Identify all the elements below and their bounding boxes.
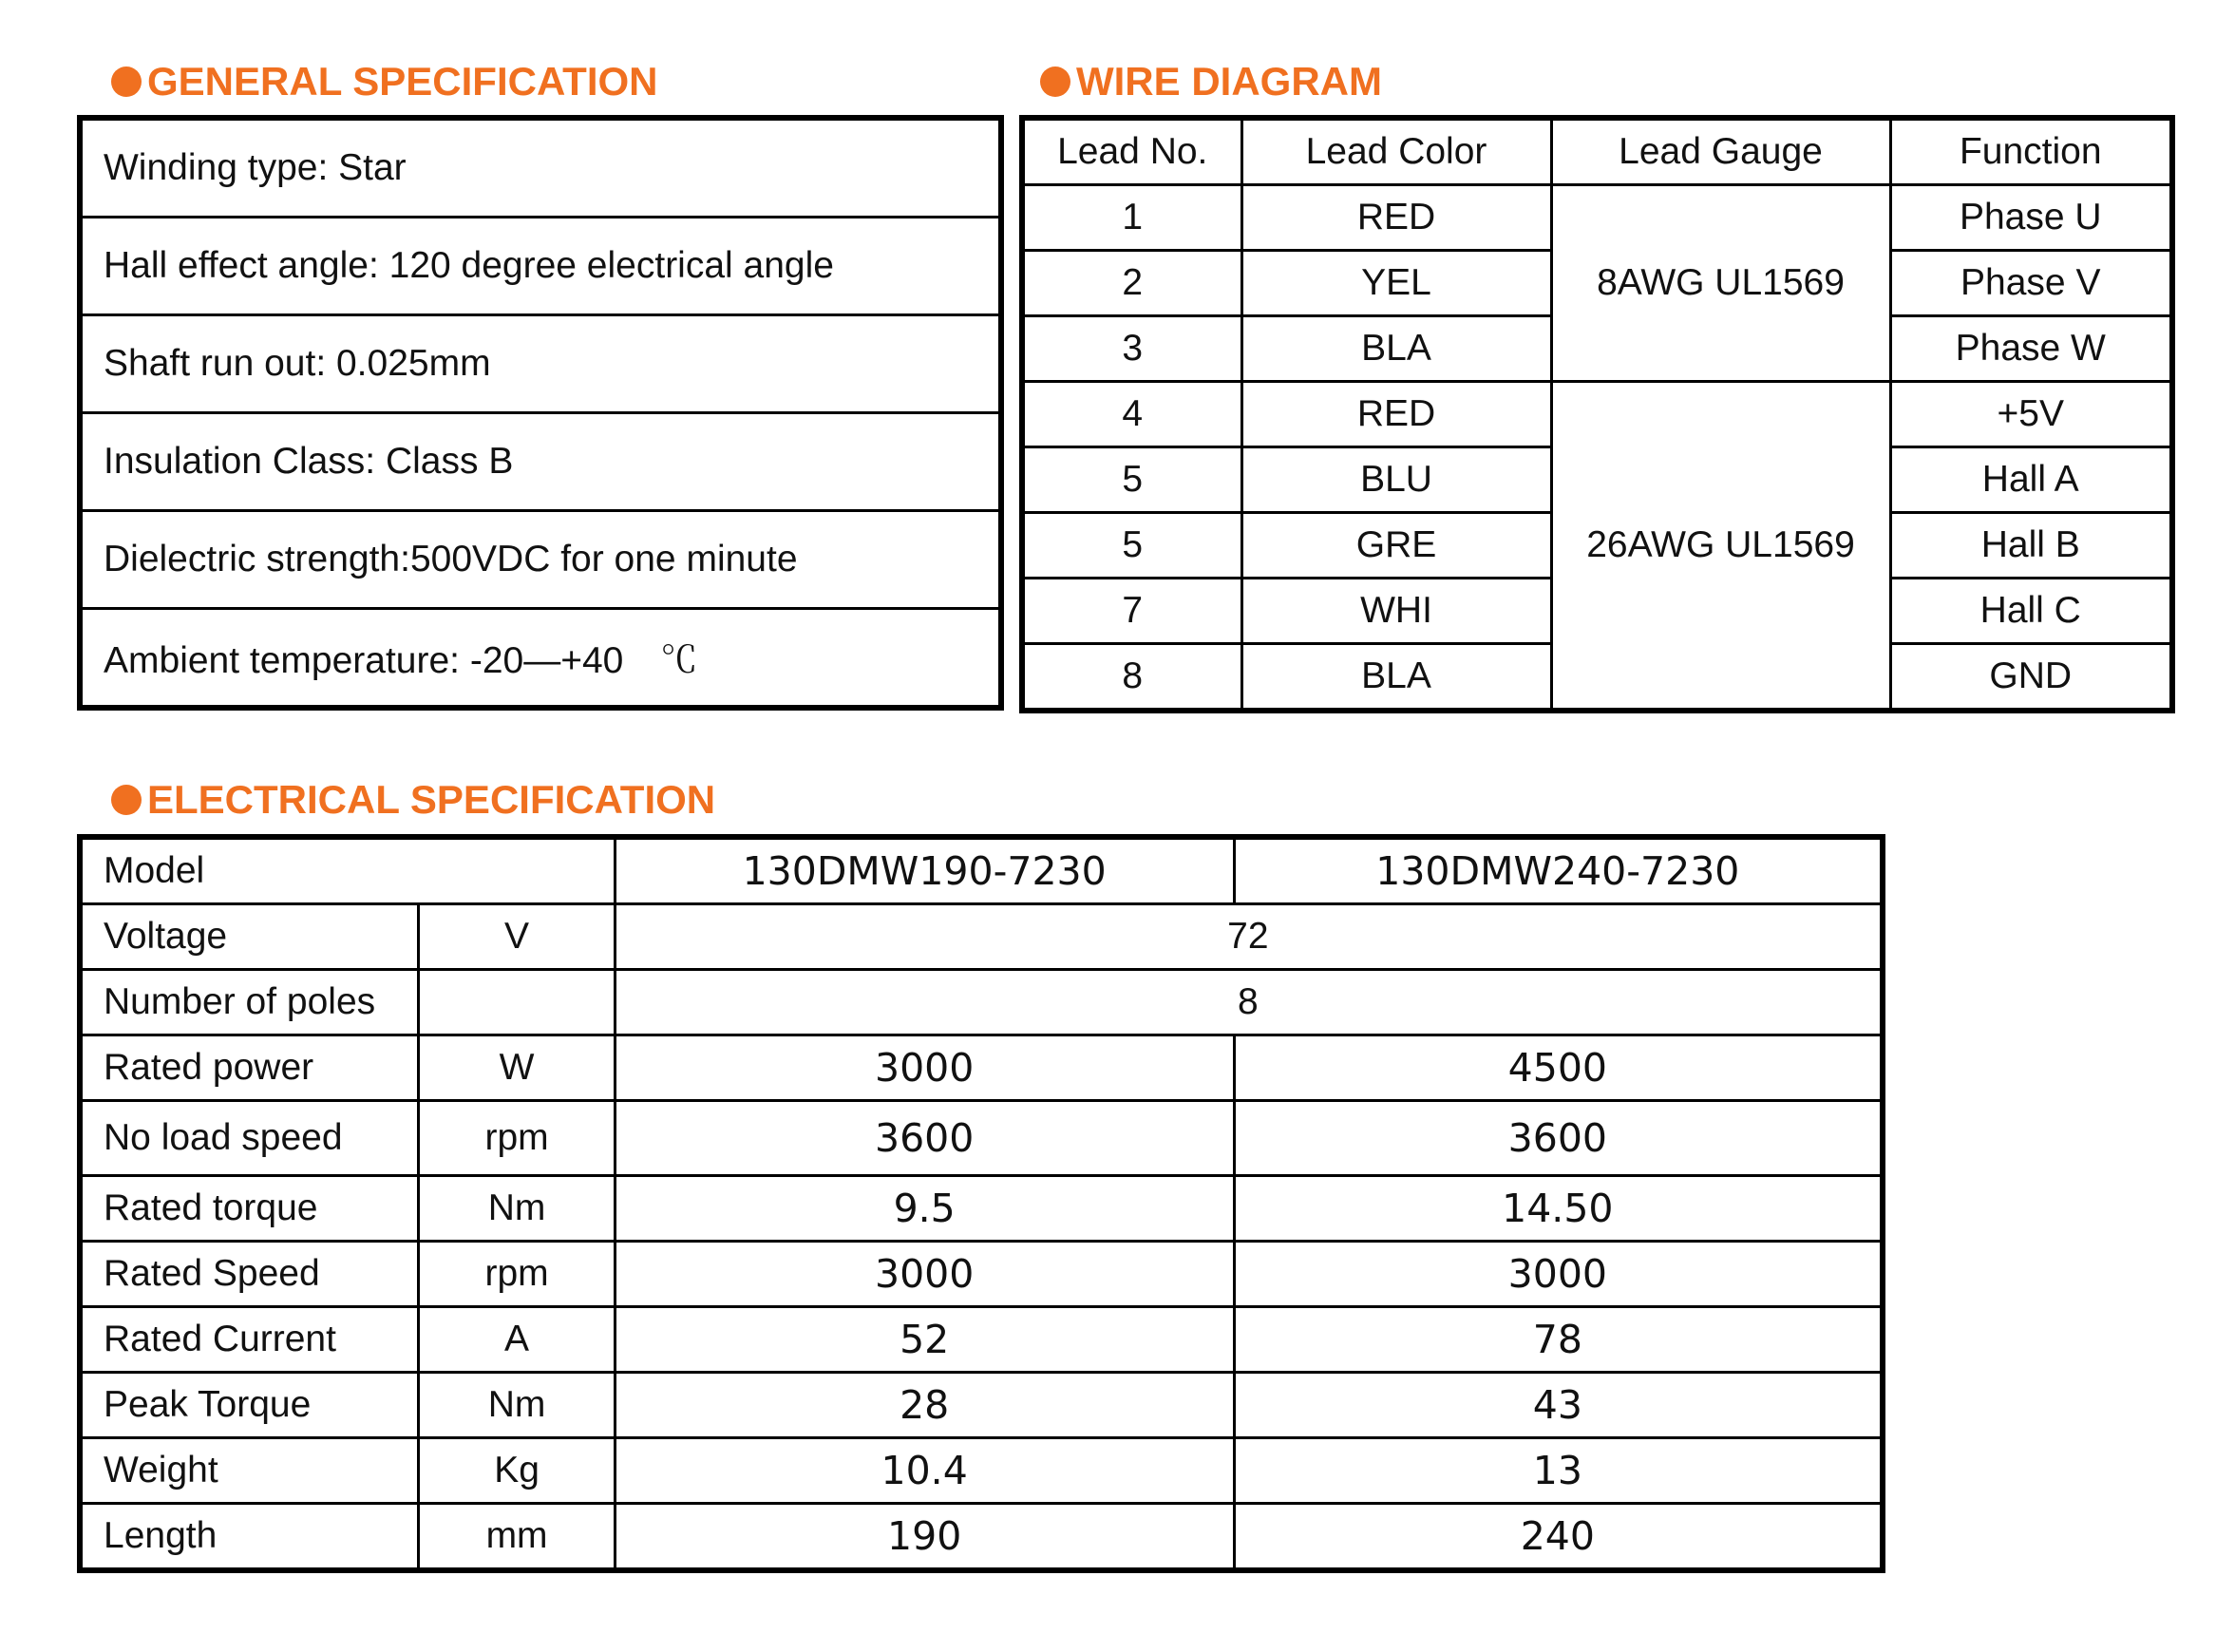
table-header-row [80, 837, 1883, 904]
param-unit: Nm [419, 1176, 615, 1242]
lead-color: GRE [1241, 513, 1551, 579]
lead-function: Hall B [1890, 513, 2172, 579]
param-label: Rated power [80, 1035, 419, 1101]
table-row [80, 315, 1001, 413]
param-unit: Kg [419, 1438, 615, 1504]
model-label: Model [80, 837, 615, 904]
table-row [80, 1504, 1883, 1571]
lead-function: Phase W [1890, 316, 2172, 382]
param-value-a: 10.4 [615, 1438, 1234, 1504]
param-unit: mm [419, 1504, 615, 1571]
spec-cell: Ambient temperature: -20—+40 ℃ [80, 609, 1001, 709]
param-value-a: 28 [615, 1373, 1234, 1438]
param-value-b: 13 [1234, 1438, 1883, 1504]
param-value-b: 3600 [1234, 1101, 1883, 1176]
model-a: 130DMW190-7230 [615, 837, 1234, 904]
param-value-a: 3000 [615, 1035, 1234, 1101]
bullet-dot-icon [111, 785, 142, 815]
param-value-b: 14.50 [1234, 1176, 1883, 1242]
param-value-a: 3600 [615, 1101, 1234, 1176]
param-label: Rated torque [80, 1176, 419, 1242]
lead-no: 8 [1022, 644, 1241, 712]
lead-color: RED [1241, 382, 1551, 447]
table-row [1022, 382, 2172, 447]
lead-color: BLA [1241, 316, 1551, 382]
param-label: Length [80, 1504, 419, 1571]
param-unit: V [419, 904, 615, 970]
lead-color: WHI [1241, 579, 1551, 644]
param-value-a: 3000 [615, 1242, 1234, 1307]
electrical-spec-title [111, 777, 715, 823]
lead-function: +5V [1890, 382, 2172, 447]
lead-function: Hall C [1890, 579, 2172, 644]
lead-function: Hall A [1890, 447, 2172, 513]
param-value-b: 3000 [1234, 1242, 1883, 1307]
lead-no: 3 [1022, 316, 1241, 382]
general-spec-title [111, 59, 658, 104]
table-row [80, 1438, 1883, 1504]
param-value-a: 52 [615, 1307, 1234, 1373]
table-row [80, 218, 1001, 315]
model-b: 130DMW240-7230 [1234, 837, 1883, 904]
param-label: Rated Speed [80, 1242, 419, 1307]
param-label: Number of poles [80, 970, 419, 1035]
wire-diagram-title [1040, 59, 1382, 104]
param-unit: W [419, 1035, 615, 1101]
table-row [80, 1373, 1883, 1438]
spec-cell: Hall effect angle: 120 degree electrical angle [80, 218, 1001, 315]
spec-cell: Shaft run out: 0.025mm [80, 315, 1001, 413]
table-row [80, 1035, 1883, 1101]
param-unit: A [419, 1307, 615, 1373]
table-row [1022, 185, 2172, 251]
param-value-a: 9.5 [615, 1176, 1234, 1242]
table-row [80, 1176, 1883, 1242]
general-spec-table [77, 115, 1004, 711]
param-value-b: 43 [1234, 1373, 1883, 1438]
lead-color: BLU [1241, 447, 1551, 513]
lead-color: RED [1241, 185, 1551, 251]
column-header: Lead Gauge [1551, 118, 1890, 185]
lead-no: 2 [1022, 251, 1241, 316]
param-value: 72 [615, 904, 1883, 970]
table-row [80, 1101, 1883, 1176]
electrical-spec-table [77, 834, 1885, 1573]
lead-no: 1 [1022, 185, 1241, 251]
column-header: Lead Color [1241, 118, 1551, 185]
param-value-b: 4500 [1234, 1035, 1883, 1101]
general-spec-title-text: GENERAL SPECIFICATION [147, 59, 658, 104]
param-label: Rated Current [80, 1307, 419, 1373]
lead-gauge: 8AWG UL1569 [1551, 185, 1890, 382]
table-row [80, 1307, 1883, 1373]
bullet-dot-icon [111, 66, 142, 97]
table-row [80, 970, 1883, 1035]
table-row [80, 1242, 1883, 1307]
lead-no: 4 [1022, 382, 1241, 447]
param-unit: rpm [419, 1242, 615, 1307]
lead-color: BLA [1241, 644, 1551, 712]
lead-no: 5 [1022, 513, 1241, 579]
spec-cell: Winding type: Star [80, 118, 1001, 218]
electrical-spec-title-text: ELECTRICAL SPECIFICATION [147, 777, 716, 822]
table-row [80, 511, 1001, 609]
lead-color: YEL [1241, 251, 1551, 316]
wire-diagram-table [1019, 115, 2175, 713]
bullet-dot-icon [1040, 66, 1070, 97]
param-unit: rpm [419, 1101, 615, 1176]
param-label: No load speed [80, 1101, 419, 1176]
lead-function: Phase U [1890, 185, 2172, 251]
wire-diagram-title-text: WIRE DIAGRAM [1076, 59, 1382, 104]
param-label: Weight [80, 1438, 419, 1504]
table-row [80, 904, 1883, 970]
table-row [80, 118, 1001, 218]
param-unit: Nm [419, 1373, 615, 1438]
lead-gauge: 26AWG UL1569 [1551, 382, 1890, 712]
column-header: Lead No. [1022, 118, 1241, 185]
param-label: Peak Torque [80, 1373, 419, 1438]
param-value-b: 240 [1234, 1504, 1883, 1571]
param-value-b: 78 [1234, 1307, 1883, 1373]
column-header: Function [1890, 118, 2172, 185]
spec-cell: Insulation Class: Class B [80, 413, 1001, 511]
param-value-a: 190 [615, 1504, 1234, 1571]
param-value: 8 [615, 970, 1883, 1035]
param-unit [419, 970, 615, 1035]
lead-no: 5 [1022, 447, 1241, 513]
lead-no: 7 [1022, 579, 1241, 644]
param-label: Voltage [80, 904, 419, 970]
table-row [80, 413, 1001, 511]
spec-cell: Dielectric strength:500VDC for one minute [80, 511, 1001, 609]
lead-function: GND [1890, 644, 2172, 712]
lead-function: Phase V [1890, 251, 2172, 316]
table-row [80, 609, 1001, 709]
table-header-row [1022, 118, 2172, 185]
